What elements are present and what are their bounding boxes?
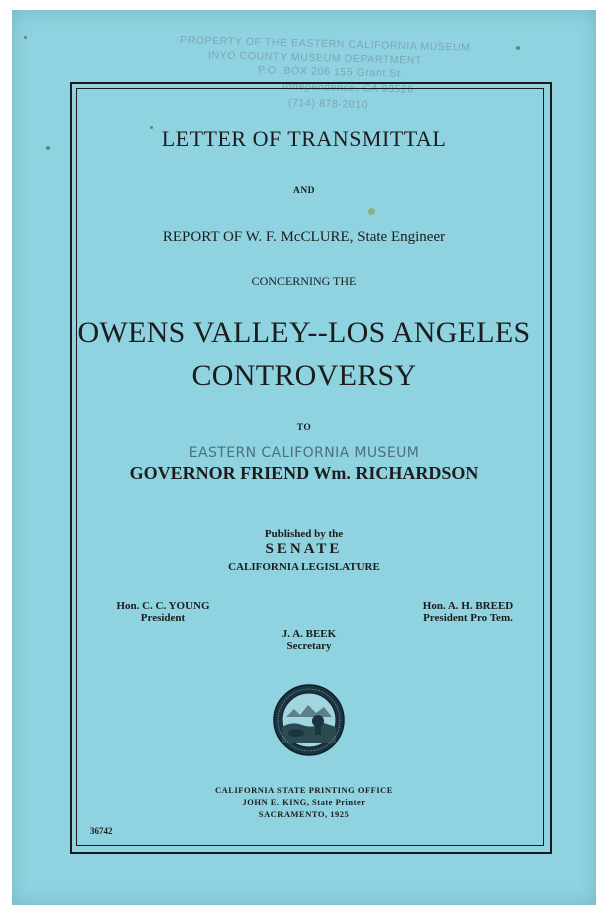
right-officer-name: Hon. A. H. BREED [422,600,514,612]
main-title-line2: CONTROVERSY [191,359,417,392]
and-label: AND [292,186,316,196]
state-printer-label: JOHN E. KING, State Printer [242,797,366,807]
left-officer-title: President [140,612,186,624]
printing-office-label: CALIFORNIA STATE PRINTING OFFICE [215,785,393,795]
ink-speck [24,36,27,39]
center-officer [254,628,364,652]
museum-stamp-line: (714) 878-2010 [287,96,369,112]
senate-label: SENATE [265,541,343,557]
ink-speck [516,46,520,50]
california-state-seal [272,683,346,757]
museum-stamp-line: P.O. BOX 206 155 Grant St. [257,64,405,80]
center-officer-name: J. A. BEEK [281,628,337,640]
to-label: TO [296,423,312,433]
report-line: REPORT OF W. F. McCLURE, State Engineer [162,229,446,245]
title-letter-of-transmittal: LETTER OF TRANSMITTAL [161,126,447,151]
museum-stamp-line: PROPERTY OF THE EASTERN CALIFORNIA MUSEUM [179,34,471,54]
left-officer-name: Hon. C. C. YOUNG [116,600,210,612]
right-officer-title: President Pro Tem. [423,612,513,624]
museum-stamp-line: Independence, CA 93526 [281,80,414,96]
governor-line: GOVERNOR FRIEND Wm. RICHARDSON [129,463,479,483]
city-year-label: SACRAMENTO, 1925 [258,809,350,819]
main-title-line1: OWENS VALLEY--LOS ANGELES [77,316,531,349]
published-by-label: Published by the [264,528,344,540]
museum-watermark: EASTERN CALIFORNIA MUSEUM [188,445,420,461]
document-number: 36742 [90,826,113,836]
concerning-label: CONCERNING THE [251,274,357,288]
legislature-label: CALIFORNIA LEGISLATURE [228,561,380,573]
right-officer [408,600,528,624]
center-officer-title: Secretary [286,640,332,652]
museum-stamp-line: INYO COUNTY MUSEUM DEPARTMENT [207,49,423,67]
left-officer [108,600,218,624]
